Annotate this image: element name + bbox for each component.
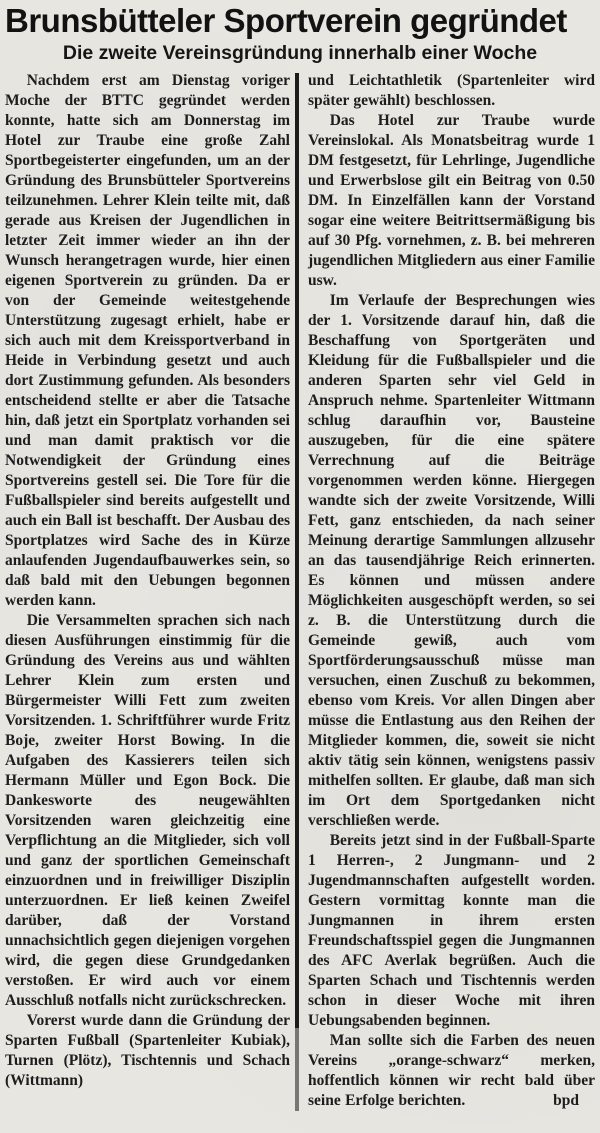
closing-paragraph <box>308 1031 595 1111</box>
article-paragraph: und Leichtathletik (Spartenleiter wird später gewählt) beschlossen. <box>308 71 595 109</box>
article-column-right <box>299 71 595 1111</box>
article-paragraph: Bereits jetzt sind in der Fußball-Sparte 1 Herren-, 2 Jungmann- und 2 Jugendmannschaften aufgestellt worden. Gestern vormittag konnte man die Jungmannen in ihrem ersten Freundschaftsspiel gegen die Jungmannen des AFC Averlak begrüßen. Auch die Sparten Schach und Tischtennis werden schon in dieser Woche mit ihren Uebungsabenden beginnen. <box>308 831 595 1029</box>
article-paragraph: Vorerst wurde dann die Gründung der Sparten Fußball (Spartenleiter Kubiak), Turnen (Plötz), Tischtennis und Schach (Wittmann) <box>5 1011 290 1089</box>
byline: bpd <box>553 1091 579 1109</box>
article-paragraph: Die Versammelten sprachen sich nach diesen Ausführungen einstimmig für die Gründung des Vereins aus und wählten Lehrer Klein zum ersten und Bürgermeister Willi Fett zum zweiten Vorsitzenden. 1. Schriftführer wurde Fritz Boje, zweiter Horst Bowing. In die Aufgaben des Kassierers teilen sich Hermann Müller und Egon Bock. Die Dankesworte des neugewählten Vorsitzenden waren gleichzeitig eine Verpflichtung an die Mitglieder, sich voll und ganz der sportlichen Gemeinschaft einzuordnen und in freiwilliger Disziplin unterzuordnen. Er ließ keinen Zweifel darüber, daß der Vorstand unnachsichtlich gegen diejenigen vorgehen wird, die gegen diese Grundgedanken verstoßen. Er wird auch vor einem Ausschluß notfalls nicht zurückschrecken. <box>5 611 290 1009</box>
article-column-left <box>5 71 295 1111</box>
right-column-paragraphs <box>308 71 595 1031</box>
article-subtitle: Die zweite Vereinsgründung innerhalb einer Woche <box>62 41 538 64</box>
article-paragraph: Im Verlaufe der Besprechungen wies der 1. Vorsitzende darauf hin, daß die Beschaffung von Sportgeräten und Kleidung für die Fußballspieler und die anderen Sparten sehr viel Geld in Anspruch nehme. Spartenleiter Wittmann schlug daraufhin vor, Bausteine auszugeben, für die eine spätere Verrechnung auf die Beiträge vorgenommen werden könne. Hiergegen wandte sich der zweite Vorsitzende, Willi Fett, ganz entschieden, da nach seiner Meinung derartige Sammlungen allzusehr an das tausendjährige Reich erinnerten. Es können und müssen andere Möglichkeiten ausgeschöpft werden, so sei z. B. die Unterstützung durch die Gemeinde gewiß, auch vom Sportförderungsausschuß müsse man versuchen, einen Zuschuß zu bekommen, ebenso vom Kreis. Vor allen Dingen aber müsse die Entlastung aus den Reihen der Mitglieder kommen, die, soweit sie nicht aktiv tätig sein können, wenigstens passiv mithelfen sollten. Er glaube, daß man sich im Ort dem Sportgedanken nicht verschließen werde. <box>308 291 595 829</box>
article-title: Brunsbütteler Sportverein gegründet <box>5 2 567 39</box>
closing-text: Man sollte sich die Farben des neuen Vereins „orange-schwarz“ merken, hoffentlich können wir recht bald über seine Erfolge berichten. <box>308 1031 595 1109</box>
article-columns <box>5 71 595 1111</box>
article-paragraph: Das Hotel zur Traube wurde Vereinslokal. Als Monatsbeitrag wurde 1 DM festgesetzt, für Lehrlinge, Jugendliche und Erwerbslose gilt ein Beitrag von 0.50 DM. In Einzelfällen kann der Vorstand sogar eine weitere Beitrittsermäßigung bis auf 30 Pfg. vornehmen, z. B. bei mehreren jugendlichen Mitgliedern aus einer Familie usw. <box>308 111 595 289</box>
article-paragraph: Nachdem erst am Dienstag voriger Moche der BTTC gegründet werden konnte, hatte sich am Donnerstag im Hotel zur Traube eine große Zahl Sportbegeisterter eingefunden, um an der Gründung des Brunsbütteler Sportvereins teilzunehmen. Lehrer Klein teilte mit, daß gerade aus Kreisen der Jugendlichen in letzter Zeit immer wieder an ihn der Wunsch herangetragen wurde, hier einen eigenen Sportverein zu gründen. Da er von der Gemeinde weitestgehende Unterstützung zugesagt erhielt, habe er sich auch mit dem Kreissportverband in Heide in Verbindung gesetzt und auch dort Zustimmung gefunden. Als besonders entscheidend stellte er aber die Tatsache hin, daß jetzt ein Sportplatz vorhanden sei und man damit praktisch vor die Notwendigkeit der Gründung eines Sportvereins gestell sei. Die Tore für die Fußballspieler sind bereits aufgestellt und auch ein Ball ist beschafft. Der Ausbau des Sportplatzes wird Sache des in Kürze anlaufenden Jugendaufbauwerkes sein, so daß bald mit den Uebungen begonnen werden kann. <box>5 71 290 609</box>
